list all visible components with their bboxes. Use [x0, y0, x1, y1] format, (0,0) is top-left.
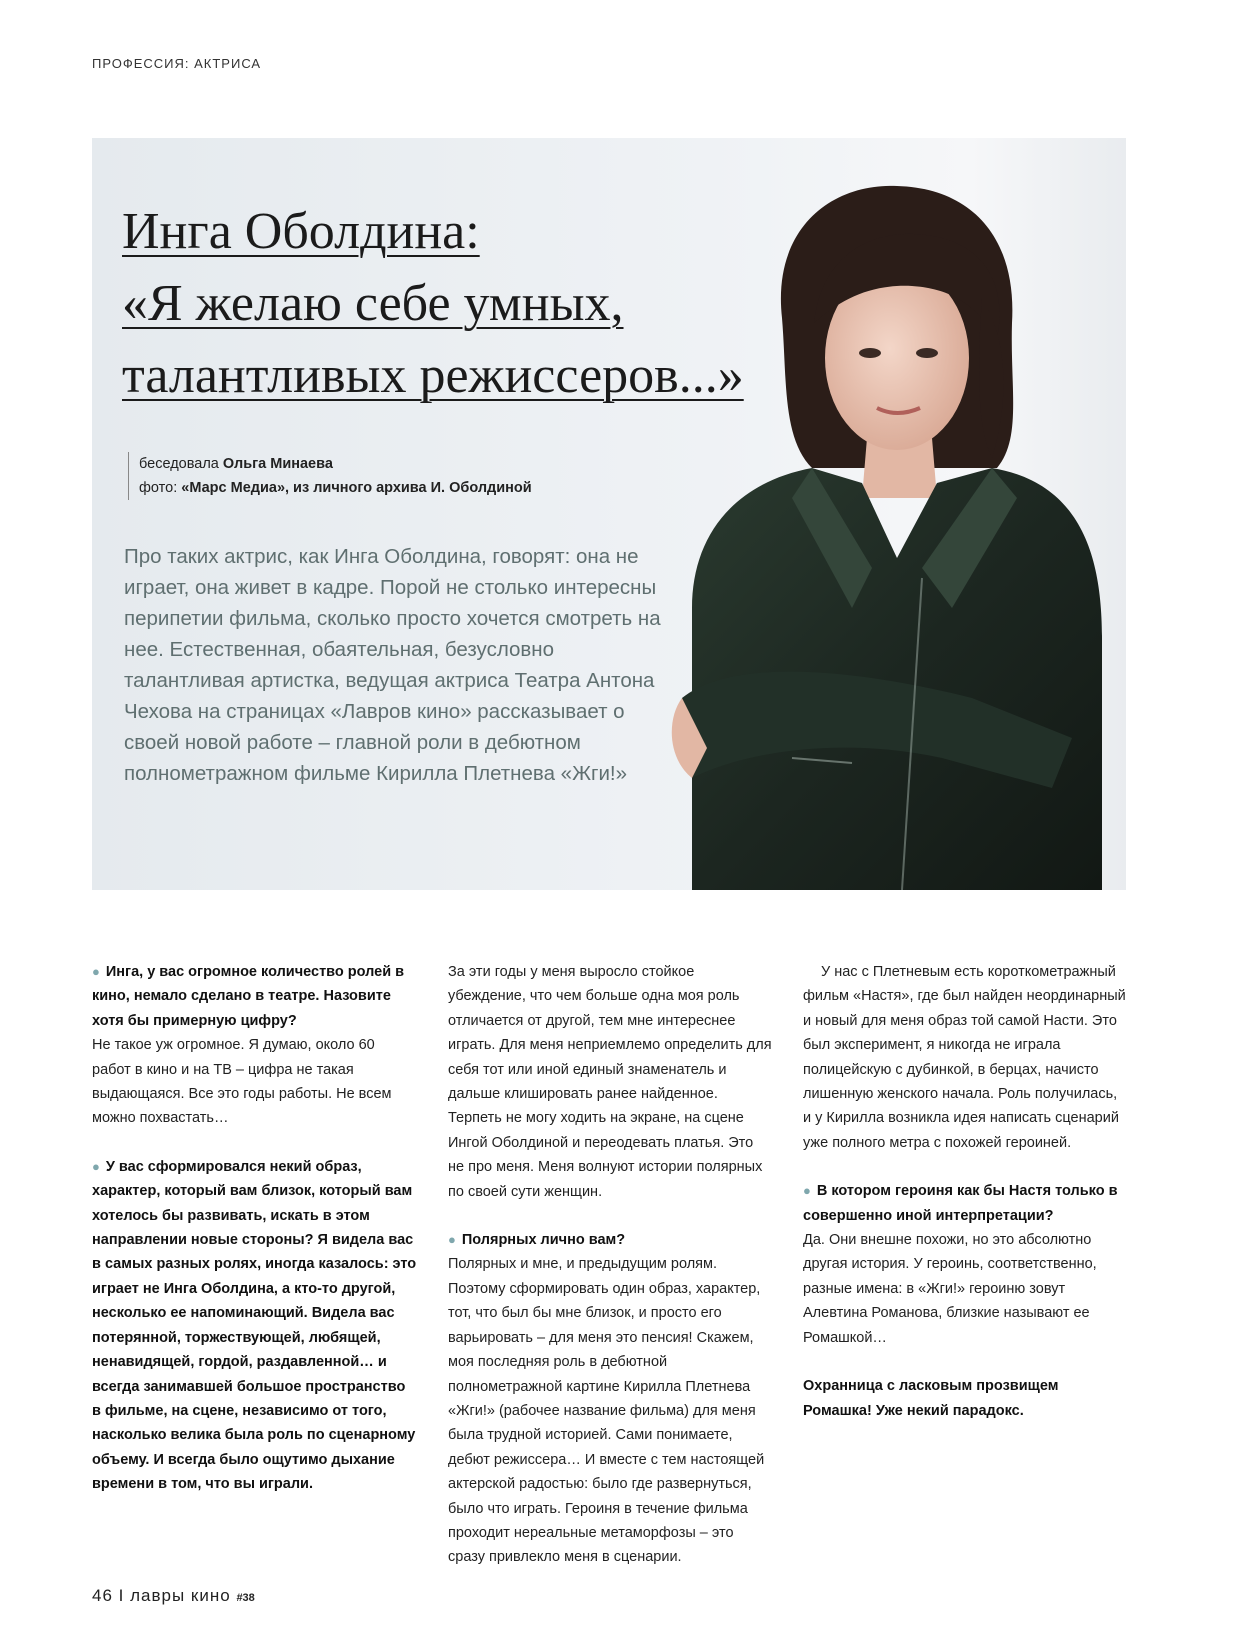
title-line-1: Инга Оболдина:: [122, 203, 480, 260]
title-line-2: «Я желаю себе умных,: [122, 275, 624, 332]
page-number: 46: [92, 1586, 113, 1605]
question: ● У вас сформировался некий образ, характер, который вам близок, который вам хотелось бы развивать, искать в этом направлении новые стороны? Я видела вас в самых разных ролях, иногда казалось: это играет не Инга Оболдина, а кто-то другой, несколько ее напоминающий. Видела вас потерянной, торжествующей, любящей, ненавидящей, гордой, раздавленной… и всегда занимавшей большое пространство в фильме, на сцене, независимо от того, насколько велика была роль по сценарному объему. И всегда было ощутимо дыхание времени в том, что вы играли.: [92, 1158, 417, 1493]
photo-credit: фото: «Марс Медиа», из личного архива И. Оболдиной: [139, 480, 532, 496]
question: ● Полярных лично вам?: [448, 1232, 626, 1249]
answer: За эти годы у меня выросло стойкое убеждение, что чем больше одна моя роль отличается от другой, тем мне интереснее играть. Для меня неприемлемо определить для себя тот или иной единый знаменатель и дальше клишировать ранее найденное. Терпеть не могу ходить на экране, на сцене Ингой Оболдиной и переодевать платья. Это не про меня. Меня волнуют истории полярных по своей сути женщин.: [448, 964, 772, 1200]
interviewer-name: Ольга Минаева: [222, 456, 333, 472]
column-3: [803, 960, 1128, 1423]
column-1: [92, 960, 417, 1497]
bullet-icon: ●: [92, 1158, 100, 1174]
issue-number: #38: [236, 1592, 255, 1604]
column-2: [448, 960, 773, 1570]
title-line-3: талантливых режиссеров...»: [122, 347, 744, 404]
bullet-icon: ●: [448, 1232, 456, 1248]
answer: Не такое уж огромное. Я думаю, около 60 работ в кино и на ТВ – цифра не такая выдающаяся. Все это годы работы. Не всем можно похвастать…: [92, 1037, 392, 1127]
interview-columns: [92, 960, 1126, 1566]
bullet-icon: ●: [92, 964, 100, 979]
footer-separator: I: [118, 1586, 125, 1605]
answer: Полярных и мне, и предыдущим ролям. Поэтому сформировать один образ, характер, тот, что был бы мне близок, и просто его варьировать – для меня это пенсия! Скажем, моя последняя роль в дебютной полнометражной картине Кирилла Плетнева «Жги!» (рабочее название фильма) для меня была трудной историей. Сами понимаете, дебют режиссера… И вместе с тем настоящей актерской радостью: было где развернуться, было что играть. Героиня в течение фильма проходит нереальные метаморфозы – это сразу привлекло меня в сценарии.: [448, 1256, 765, 1566]
photo-source: «Марс Медиа», из личного архива И. Оболдиной: [181, 480, 532, 496]
question: ● В котором героиня как бы Настя только в совершенно иной интерпретации?: [803, 1183, 1118, 1224]
bullet-icon: ●: [803, 1183, 811, 1199]
page-footer: [92, 1586, 255, 1606]
lead-paragraph: Про таких актрис, как Инга Оболдина, говорят: она не играет, она живет в кадре. Порой не столько интересны перипетии фильма, сколько просто хочется смотреть на нее. Естественная, обаятельная, безусловно талантливая артистка, ведущая актриса Театра Антона Чехова на страницах «Лавров кино» рассказывает о своей новой работе – главной роли в дебютном полнометражном фильме Кирилла Плетнева «Жги!»: [124, 545, 661, 785]
question: Охранница с ласковым прозвищем Ромашка! Уже некий парадокс.: [803, 1378, 1059, 1419]
article-title: [122, 196, 782, 412]
answer: У нас с Плетневым есть короткометражный фильм «Настя», где был найден неординарный и новый для меня образ той самой Насти. Это был эксперимент, я никогда не играла полицейскую с дубинкой, в берцах, начисто лишенную женского начала. Роль получилась, и у Кирилла возникла идея написать сценарий уже полного метра с похожей героиней.: [803, 964, 1126, 1151]
section-label: ПРОФЕССИЯ: АКТРИСА: [92, 56, 262, 71]
answer: Да. Они внешне похожи, но это абсолютно другая история. У героинь, соответственно, разные имена: в «Жги!» героиню зовут Алевтина Романова, близкие называют ее Ромашкой…: [803, 1232, 1097, 1346]
question: ● Инга, у вас огромное количество ролей в кино, немало сделано в театре. Назовите хотя бы примерную цифру?: [92, 964, 405, 1029]
credits: [128, 452, 532, 500]
magazine-name: лавры кино: [130, 1586, 231, 1605]
interviewer-credit: беседовала Ольга Минаева: [139, 456, 333, 472]
